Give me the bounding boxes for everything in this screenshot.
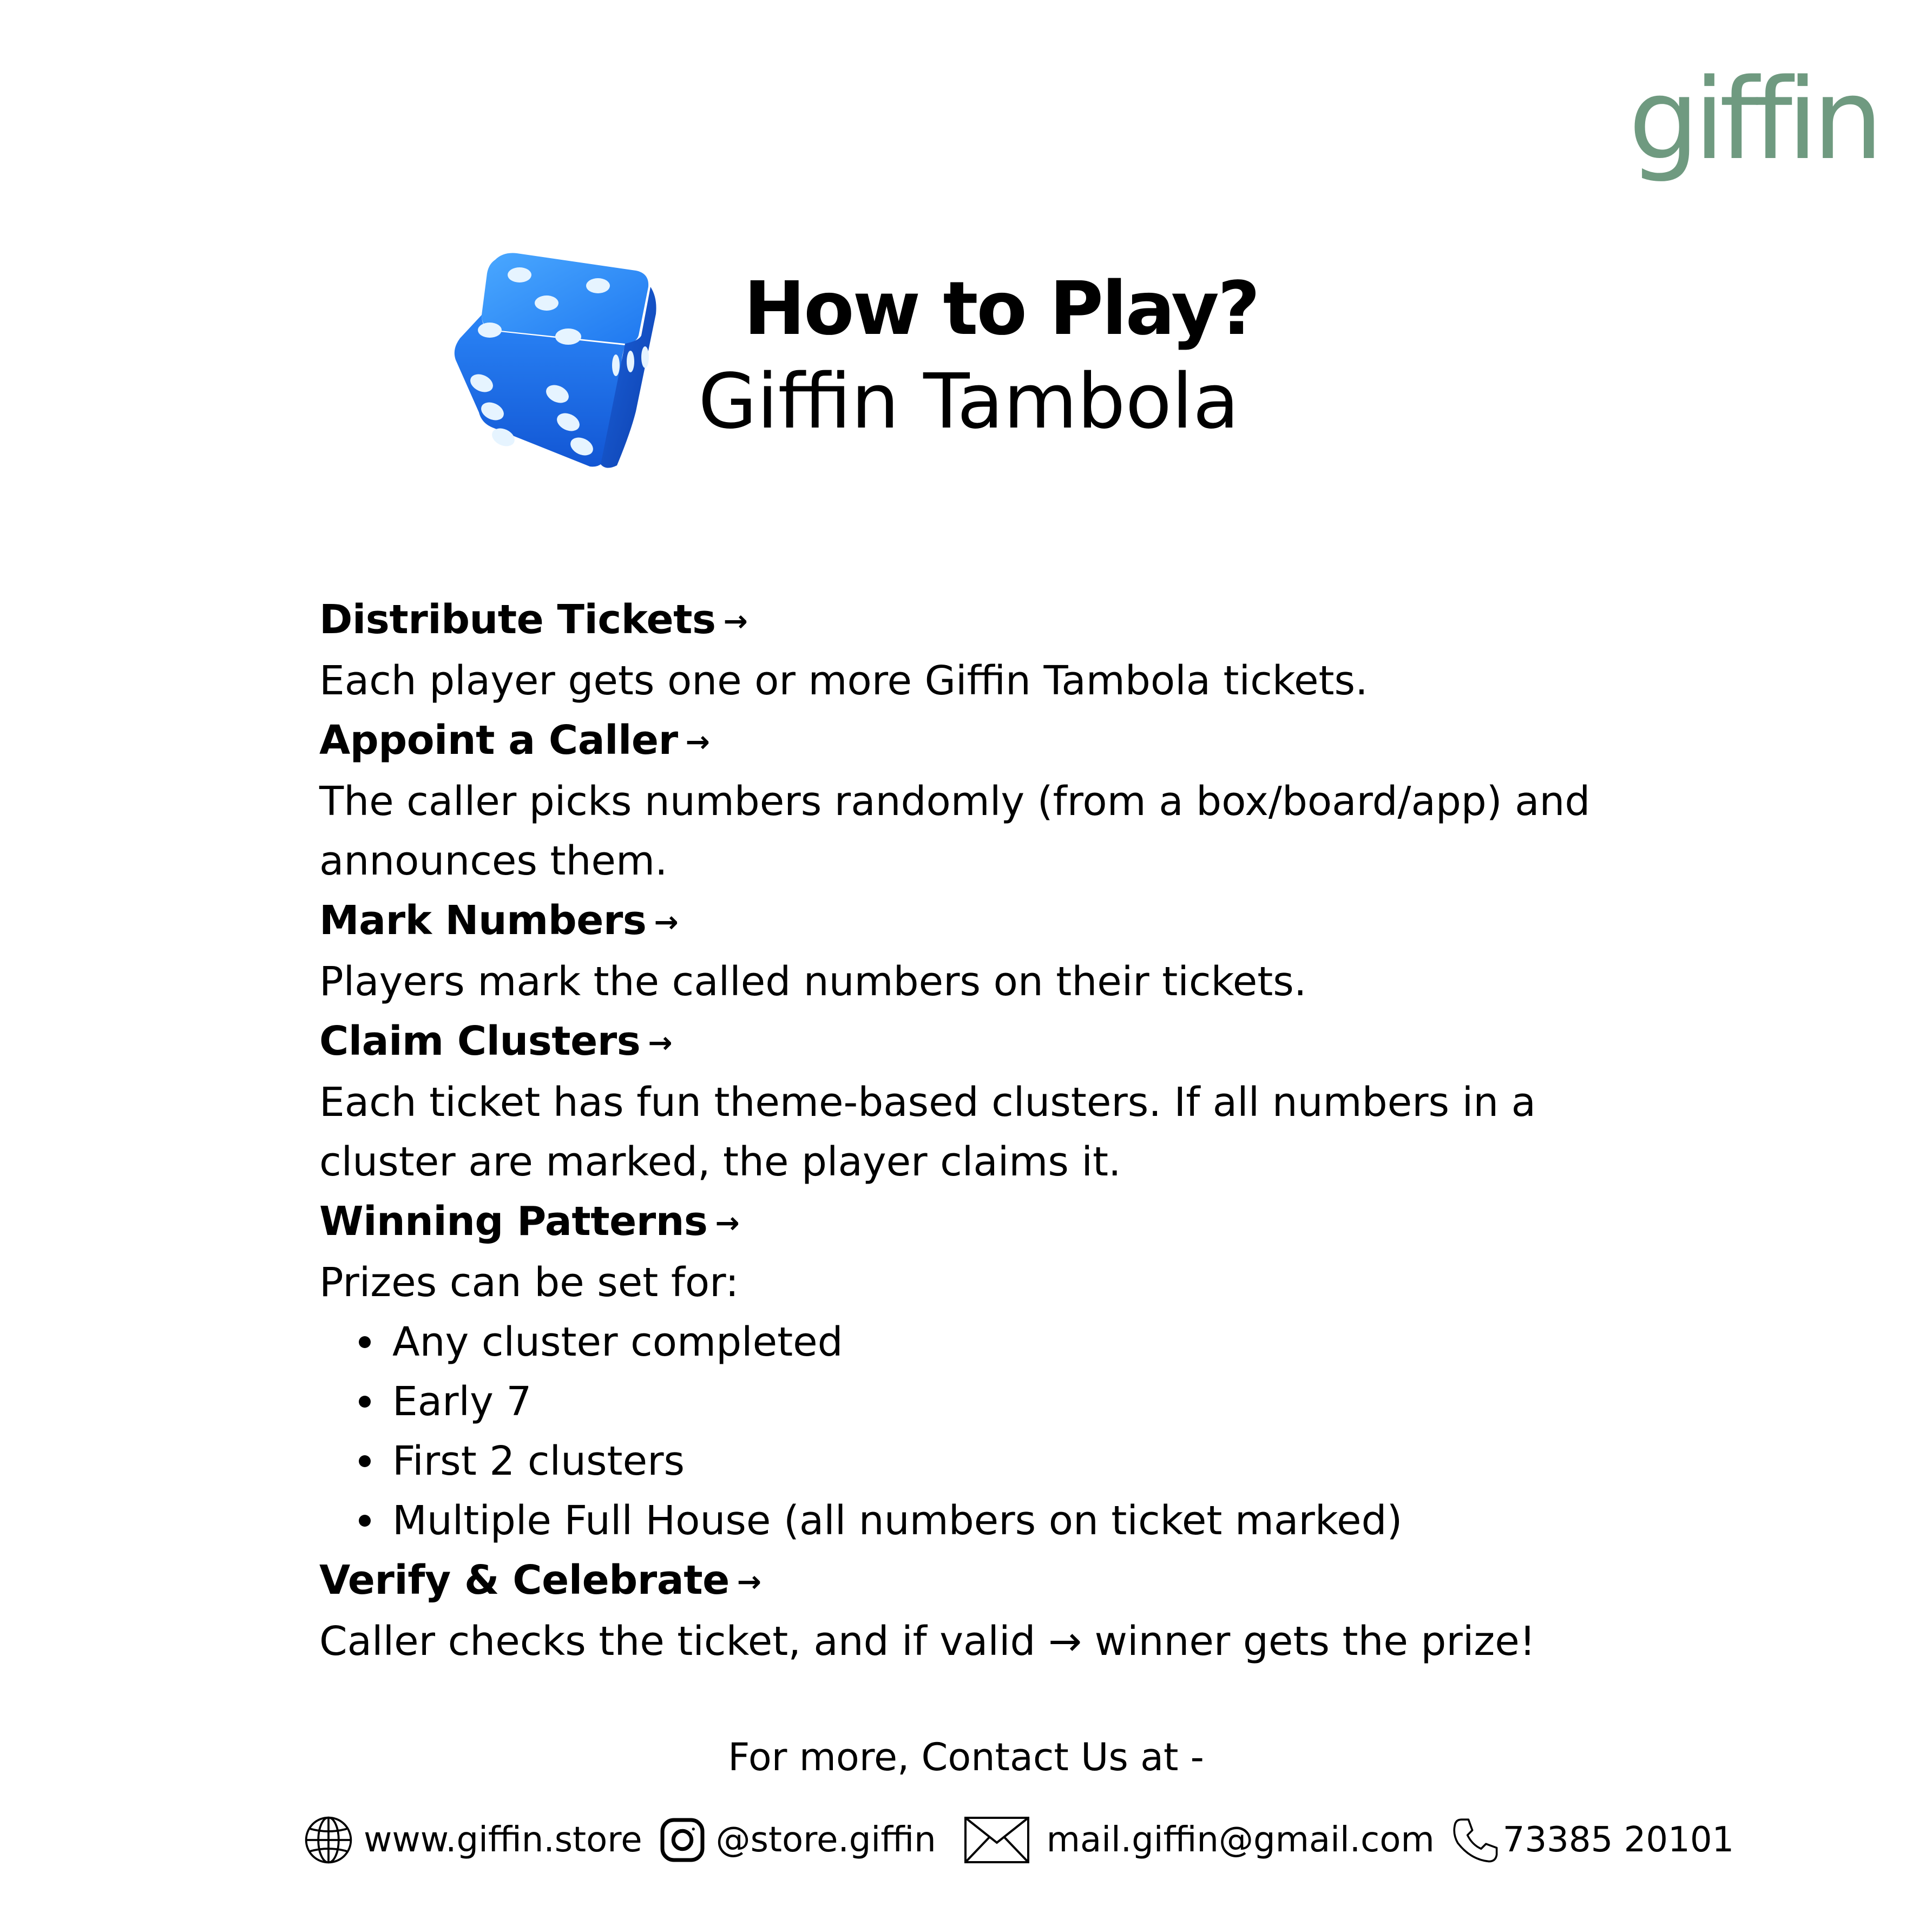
step-verify-celebrate — [319, 1550, 1672, 1671]
dice-icon — [444, 249, 671, 476]
arrow-icon: → — [648, 1026, 673, 1060]
step-appoint-caller — [319, 711, 1672, 891]
arrow-icon: → — [737, 1565, 761, 1599]
contact-lead: For more, Contact Us at - — [728, 1735, 1204, 1779]
arrow-icon: → — [654, 905, 679, 939]
website-text: www.giffin.store — [364, 1820, 642, 1860]
step-heading: Mark Numbers — [319, 897, 647, 944]
instructions — [319, 590, 1672, 1671]
step-mark-numbers — [319, 891, 1672, 1011]
contact-bar — [303, 1810, 1734, 1870]
email-link[interactable] — [963, 1816, 1435, 1864]
list-item: Multiple Full House (all numbers on ticket marked) — [392, 1491, 1672, 1550]
step-heading: Winning Patterns — [319, 1198, 708, 1245]
email-text: mail.giffin@gmail.com — [1046, 1820, 1435, 1860]
step-heading: Claim Clusters — [319, 1018, 641, 1064]
step-heading: Distribute Tickets — [319, 596, 716, 643]
step-body: Prizes can be set for: — [319, 1259, 739, 1306]
step-winning-patterns — [319, 1192, 1672, 1550]
mail-icon — [963, 1816, 1030, 1864]
phone-icon — [1451, 1816, 1500, 1864]
phone-text: 73385 20101 — [1502, 1820, 1734, 1860]
page-subtitle: Giffin Tambola — [698, 358, 1239, 446]
step-body: The caller picks numbers randomly (from a box/board/app) and announces them. — [319, 778, 1591, 884]
phone-link[interactable] — [1451, 1816, 1734, 1864]
arrow-icon: → — [723, 604, 748, 638]
page-title: How to Play? — [744, 266, 1259, 352]
instagram-text: @store.giffin — [715, 1820, 936, 1860]
list-item: First 2 clusters — [392, 1431, 1672, 1491]
prize-list — [319, 1312, 1672, 1550]
instagram-link[interactable] — [659, 1816, 936, 1864]
list-item: Any cluster completed — [392, 1312, 1672, 1372]
brand-logo: giffin — [1628, 55, 1878, 185]
step-distribute-tickets — [319, 590, 1672, 711]
website-link[interactable] — [303, 1815, 642, 1865]
header — [682, 265, 1277, 449]
step-heading: Appoint a Caller — [319, 717, 678, 764]
list-item: Early 7 — [392, 1372, 1672, 1431]
step-body: Players mark the called numbers on their tickets. — [319, 958, 1307, 1005]
arrow-icon: → — [685, 725, 710, 759]
step-body: Each player gets one or more Giffin Tambola tickets. — [319, 658, 1368, 704]
step-claim-clusters — [319, 1011, 1672, 1192]
step-heading: Verify & Celebrate — [319, 1557, 730, 1604]
arrow-icon: → — [715, 1206, 740, 1240]
step-body: Caller checks the ticket, and if valid → winner gets the prize! — [319, 1618, 1536, 1665]
globe-icon — [303, 1815, 354, 1865]
step-body: Each ticket has fun theme-based clusters. If all numbers in a cluster are marked, the player claims it. — [319, 1079, 1536, 1185]
instagram-icon — [659, 1816, 706, 1864]
